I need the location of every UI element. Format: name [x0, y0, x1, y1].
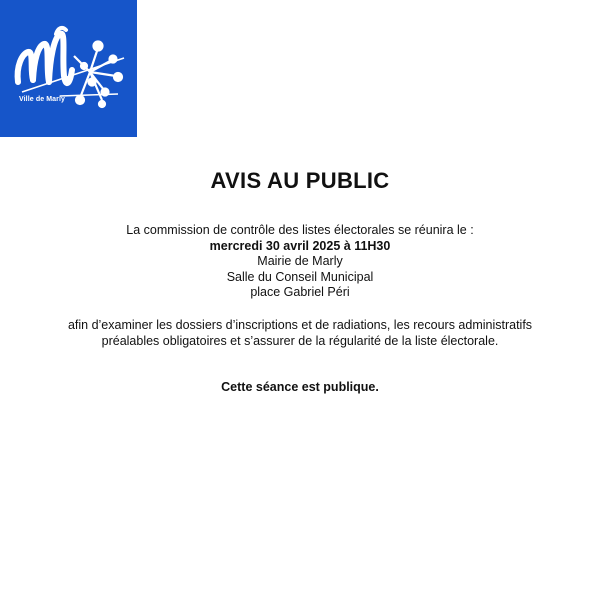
page-title: AVIS AU PUBLIC: [210, 168, 390, 193]
meeting-details: [0, 223, 600, 301]
ville-de-marly-logo: [0, 0, 137, 137]
meeting-purpose: [0, 318, 600, 349]
meeting-venue: Mairie de Marly: [257, 254, 343, 268]
meeting-address: place Gabriel Péri: [250, 285, 350, 299]
marly-emblem-icon: [0, 0, 137, 137]
purpose-line-1: afin d’examiner les dossiers d’inscriptions et de radiations, les recours administratifs: [67, 318, 533, 332]
meeting-room: Salle du Conseil Municipal: [226, 269, 374, 284]
closing-statement: Cette séance est publique.: [221, 380, 379, 394]
logo-caption: Ville de Marly: [19, 96, 66, 103]
meeting-intro: La commission de contrôle des listes électorales se réunira le :: [126, 223, 474, 237]
purpose-line-2: préalables obligatoires et s’assurer de la régularité de la liste électorale.: [101, 333, 499, 348]
meeting-date: mercredi 30 avril 2025 à 11H30: [209, 238, 391, 253]
